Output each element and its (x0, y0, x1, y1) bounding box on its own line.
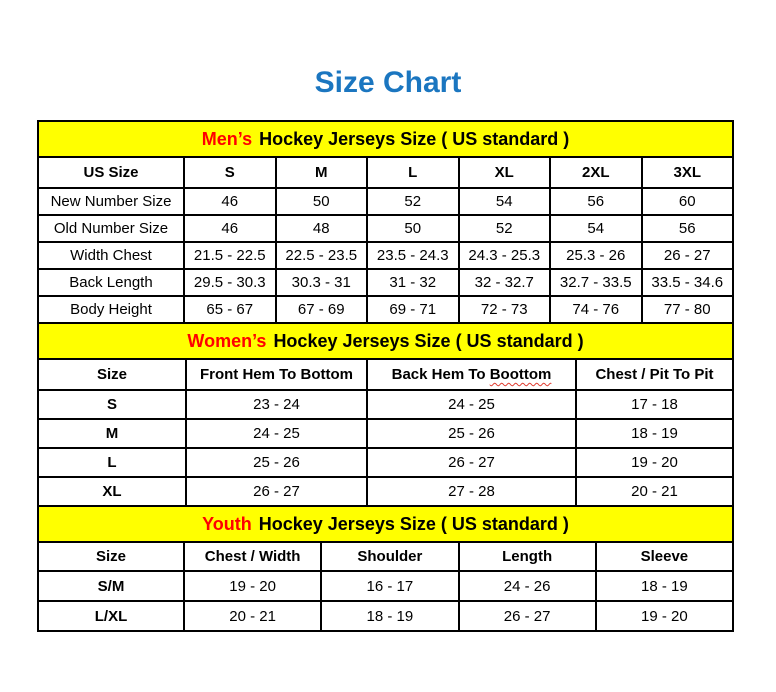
youth-size-table (37, 541, 734, 632)
womens-header-row (38, 359, 733, 390)
womens-banner (37, 322, 734, 360)
row-label-cell: XL (38, 477, 186, 506)
table-row (38, 571, 733, 601)
value-cell: 32.7 - 33.5 (550, 269, 642, 296)
value-cell: 19 - 20 (184, 571, 321, 601)
column-header: Size (38, 359, 186, 390)
mens-banner-accent: Men’s (201, 128, 253, 149)
column-header: M (276, 157, 368, 188)
row-label-cell: New Number Size (38, 188, 184, 215)
row-label-cell: L/XL (38, 601, 184, 631)
youth-banner (37, 505, 734, 543)
womens-banner-text: Hockey Jerseys Size ( US standard ) (273, 330, 584, 351)
value-cell: 25.3 - 26 (550, 242, 642, 269)
youth-banner-text: Hockey Jerseys Size ( US standard ) (258, 513, 569, 534)
page-title: Size Chart (314, 66, 462, 99)
value-cell: 30.3 - 31 (276, 269, 368, 296)
value-cell: 17 - 18 (576, 390, 733, 419)
column-header-misspelled (367, 359, 576, 390)
column-header: XL (459, 157, 551, 188)
value-cell: 52 (367, 188, 459, 215)
value-cell: 25 - 26 (367, 419, 576, 448)
column-header: Sleeve (596, 542, 733, 571)
column-header: Length (459, 542, 596, 571)
table-row (38, 448, 733, 477)
value-cell: 19 - 20 (576, 448, 733, 477)
row-label-cell: S (38, 390, 186, 419)
table-row (38, 601, 733, 631)
value-cell: 26 - 27 (367, 448, 576, 477)
value-cell: 54 (459, 188, 551, 215)
value-cell: 31 - 32 (367, 269, 459, 296)
value-cell: 29.5 - 30.3 (184, 269, 276, 296)
value-cell: 54 (550, 215, 642, 242)
value-cell: 24.3 - 25.3 (459, 242, 551, 269)
value-cell: 60 (642, 188, 734, 215)
column-header: S (184, 157, 276, 188)
value-cell: 26 - 27 (459, 601, 596, 631)
value-cell: 72 - 73 (459, 296, 551, 323)
table-row (38, 188, 733, 215)
value-cell: 16 - 17 (321, 571, 458, 601)
value-cell: 67 - 69 (276, 296, 368, 323)
header-text: Back Hem To (391, 366, 490, 383)
table-row (38, 419, 733, 448)
table-row (38, 269, 733, 296)
youth-header-row (38, 542, 733, 571)
mens-header-row (38, 157, 733, 188)
value-cell: 18 - 19 (576, 419, 733, 448)
value-cell: 69 - 71 (367, 296, 459, 323)
value-cell: 26 - 27 (642, 242, 734, 269)
mens-size-table (37, 156, 734, 324)
value-cell: 24 - 25 (367, 390, 576, 419)
column-header: US Size (38, 157, 184, 188)
column-header: Size (38, 542, 184, 571)
table-row (38, 477, 733, 506)
youth-banner-accent: Youth (202, 513, 252, 534)
value-cell: 74 - 76 (550, 296, 642, 323)
value-cell: 52 (459, 215, 551, 242)
value-cell: 27 - 28 (367, 477, 576, 506)
value-cell: 32 - 32.7 (459, 269, 551, 296)
value-cell: 48 (276, 215, 368, 242)
row-label-cell: Old Number Size (38, 215, 184, 242)
row-label-cell: M (38, 419, 186, 448)
value-cell: 25 - 26 (186, 448, 367, 477)
value-cell: 23 - 24 (186, 390, 367, 419)
value-cell: 18 - 19 (321, 601, 458, 631)
column-header: Chest / Pit To Pit (576, 359, 733, 390)
column-header: Chest / Width (184, 542, 321, 571)
value-cell: 20 - 21 (576, 477, 733, 506)
value-cell: 26 - 27 (186, 477, 367, 506)
mens-banner-text: Hockey Jerseys Size ( US standard ) (259, 128, 570, 149)
womens-size-table (37, 358, 734, 507)
youth-section (37, 505, 734, 632)
value-cell: 46 (184, 215, 276, 242)
column-header: Front Hem To Bottom (186, 359, 367, 390)
table-row (38, 296, 733, 323)
row-label-cell: Width Chest (38, 242, 184, 269)
row-label-cell: L (38, 448, 186, 477)
womens-section (37, 322, 734, 507)
value-cell: 50 (276, 188, 368, 215)
table-row (38, 242, 733, 269)
value-cell: 65 - 67 (184, 296, 276, 323)
value-cell: 20 - 21 (184, 601, 321, 631)
value-cell: 77 - 80 (642, 296, 734, 323)
row-label-cell: Back Length (38, 269, 184, 296)
column-header: Shoulder (321, 542, 458, 571)
row-label-cell: S/M (38, 571, 184, 601)
column-header: 3XL (642, 157, 734, 188)
column-header: 2XL (550, 157, 642, 188)
misspelled-word: Boottom (489, 366, 552, 383)
value-cell: 23.5 - 24.3 (367, 242, 459, 269)
table-row (38, 215, 733, 242)
value-cell: 46 (184, 188, 276, 215)
value-cell: 19 - 20 (596, 601, 733, 631)
size-chart-tables (37, 120, 734, 632)
mens-section (37, 120, 734, 324)
womens-banner-accent: Women’s (187, 330, 267, 351)
value-cell: 24 - 25 (186, 419, 367, 448)
value-cell: 18 - 19 (596, 571, 733, 601)
value-cell: 33.5 - 34.6 (642, 269, 734, 296)
value-cell: 50 (367, 215, 459, 242)
mens-banner (37, 120, 734, 158)
value-cell: 56 (642, 215, 734, 242)
value-cell: 24 - 26 (459, 571, 596, 601)
row-label-cell: Body Height (38, 296, 184, 323)
table-row (38, 390, 733, 419)
value-cell: 56 (550, 188, 642, 215)
value-cell: 22.5 - 23.5 (276, 242, 368, 269)
value-cell: 21.5 - 22.5 (184, 242, 276, 269)
column-header: L (367, 157, 459, 188)
